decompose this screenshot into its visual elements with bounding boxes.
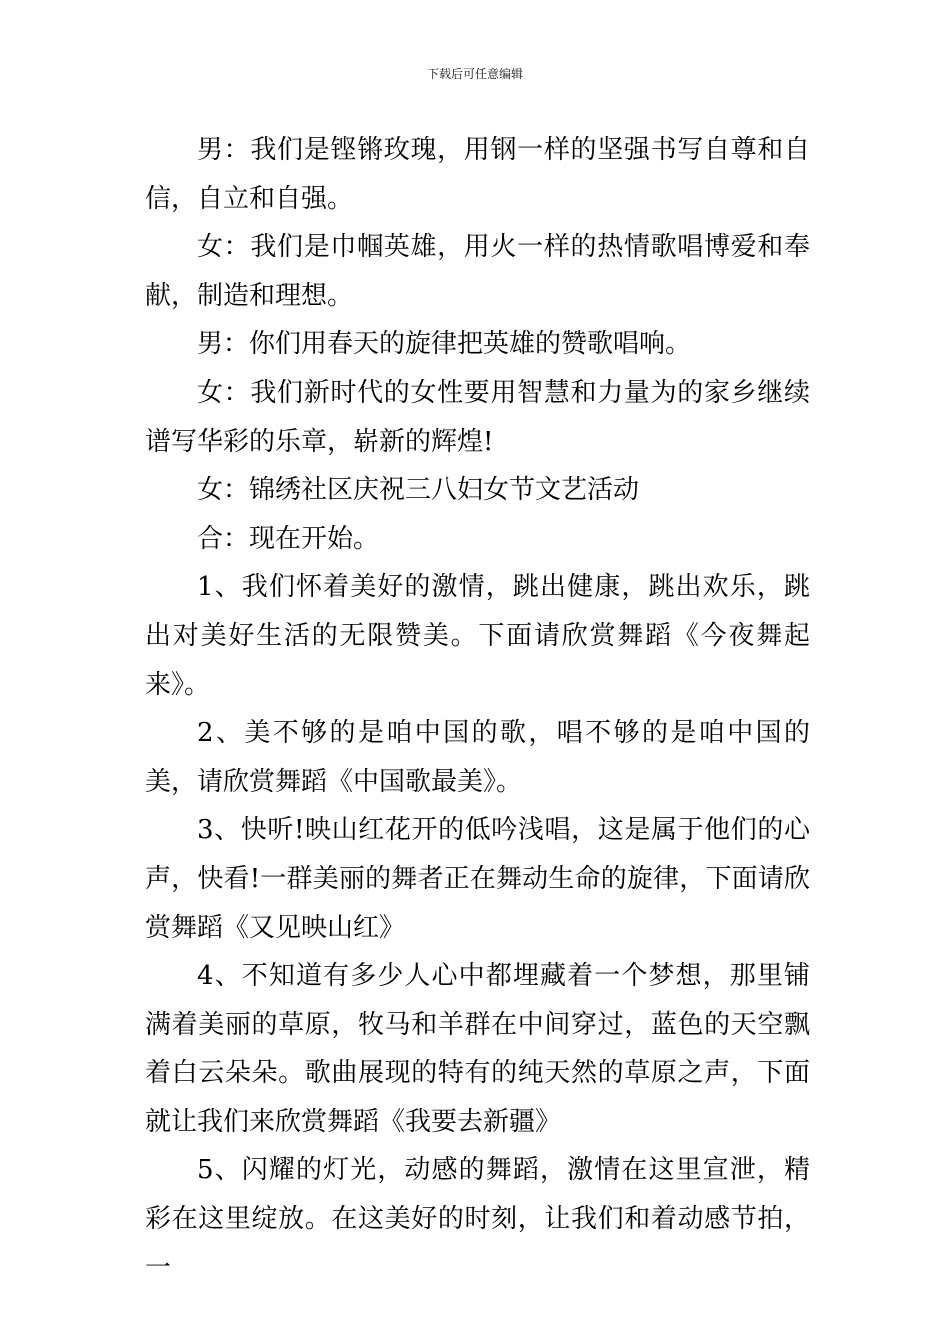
paragraph: 女：我们新时代的女性要用智慧和力量为的家乡继续谱写华彩的乐章，崭新的辉煌! — [145, 377, 810, 457]
page-header: 下载后可任意编辑 — [426, 67, 523, 81]
paragraph: 男：你们用春天的旋律把英雄的赞歌唱响。 — [197, 329, 692, 360]
paragraph: 女：锦绣社区庆祝三八妇女节文艺活动 — [197, 475, 640, 506]
paragraph: 2、美不够的是咱中国的歌，唱不够的是咱中国的美，请欣赏舞蹈《中国歌最美》。 — [145, 718, 810, 797]
paragraph: 3、快听!映山红花开的低吟浅唱，这是属于他们的心声，快看!一群美丽的舞者正在舞动生命的旋律，下面请欣赏舞蹈《又见映山红》 — [145, 815, 810, 943]
paragraph: 女：我们是巾帼英雄，用火一样的热情歌唱博爱和奉献，制造和理想。 — [145, 232, 810, 311]
paragraph: 5、闪耀的灯光，动感的舞蹈，激情在这里宣泄，精彩在这里绽放。在这美好的时刻，让我们和着动感节拍，一 — [145, 1155, 810, 1283]
paragraph: 男：我们是铿锵玫瑰，用钢一样的坚强书写自尊和自信，自立和自强。 — [145, 135, 810, 214]
paragraph: 合：现在开始。 — [197, 523, 380, 554]
document-body — [145, 126, 810, 1292]
paragraph: 1、我们怀着美好的激情，跳出健康，跳出欢乐，跳出对美好生活的无限赞美。下面请欣赏舞蹈《今夜舞起来》。 — [145, 572, 810, 700]
paragraph: 4、不知道有多少人心中都埋藏着一个梦想，那里铺满着美丽的草原，牧马和羊群在中间穿过，蓝色的天空飘着白云朵朵。歌曲展现的特有的纯天然的草原之声，下面就让我们来欣赏舞蹈《我要去新疆》 — [145, 961, 810, 1137]
